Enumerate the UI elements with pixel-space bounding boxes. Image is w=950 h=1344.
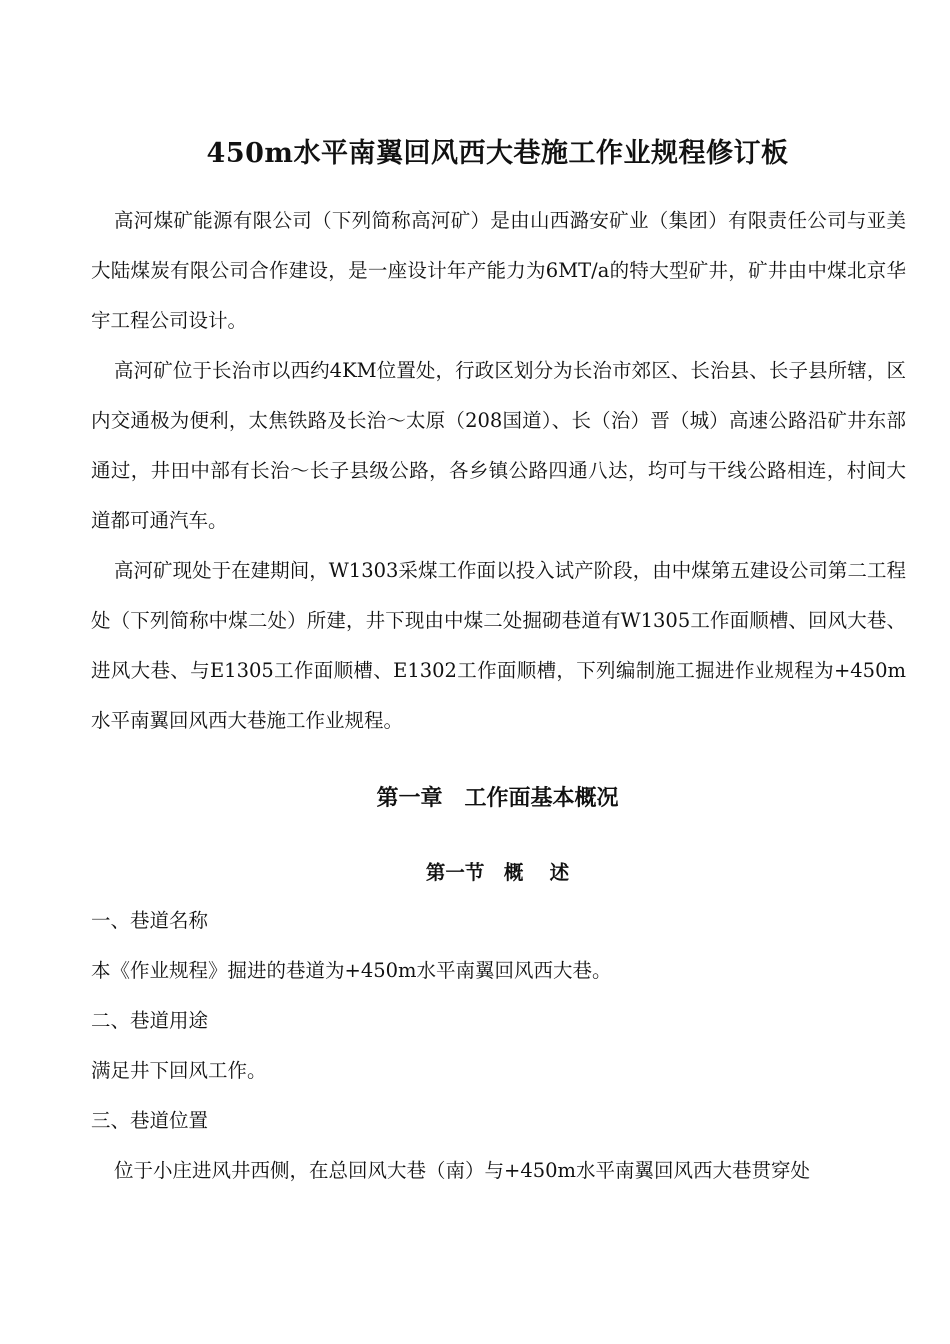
item-body-roadway-name: 本《作业规程》掘进的巷道为+450m水平南翼回风西大巷。 — [91, 959, 612, 982]
section-heading: 第一节 概 述 — [425, 861, 570, 884]
item-heading-roadway-location: 三、巷道位置 — [91, 1109, 209, 1132]
item-heading-roadway-purpose: 二、巷道用途 — [91, 1009, 209, 1032]
item-body-roadway-purpose: 满足井下回风工作。 — [91, 1059, 267, 1082]
intro-paragraph-3: 高河矿现处于在建期间，W1303采煤工作面以投入试产阶段，由中煤第五建设公司第二工程处（下列简称中煤二处）所建，井下现由中煤二处掘砌巷道有W1305工作面顺槽、回风大巷、进风大巷、与E1305工作面顺槽、E1302工作面顺槽，下列编制施工掘进作业规程为+450m水平南翼回风西大巷施工作业规程。 — [91, 558, 906, 732]
chapter-heading: 第一章 工作面基本概况 — [376, 785, 619, 811]
item-heading-roadway-name: 一、巷道名称 — [91, 909, 209, 932]
item-body-roadway-location: 位于小庄进风井西侧，在总回风大巷（南）与+450m水平南翼回风西大巷贯穿处 — [114, 1159, 811, 1182]
intro-paragraph-1: 高河煤矿能源有限公司（下列简称高河矿）是由山西潞安矿业（集团）有限责任公司与亚美大陆煤炭有限公司合作建设，是一座设计年产能力为6MT/a的特大型矿井，矿井由中煤北京华宇工程公司设计。 — [91, 208, 906, 332]
intro-paragraph-2: 高河矿位于长治市以西约4KM位置处，行政区划分为长治市郊区、长治县、长子县所辖，区内交通极为便利，太焦铁路及长治～太原（208国道）、长（治）晋（城）高速公路沿矿井东部通过，井田中部有长治～长子县级公路，各乡镇公路四通八达，均可与干线公路相连，村间大道都可通汽车。 — [91, 358, 906, 532]
document-title: 450m水平南翼回风西大巷施工作业规程修订板 — [206, 138, 789, 169]
